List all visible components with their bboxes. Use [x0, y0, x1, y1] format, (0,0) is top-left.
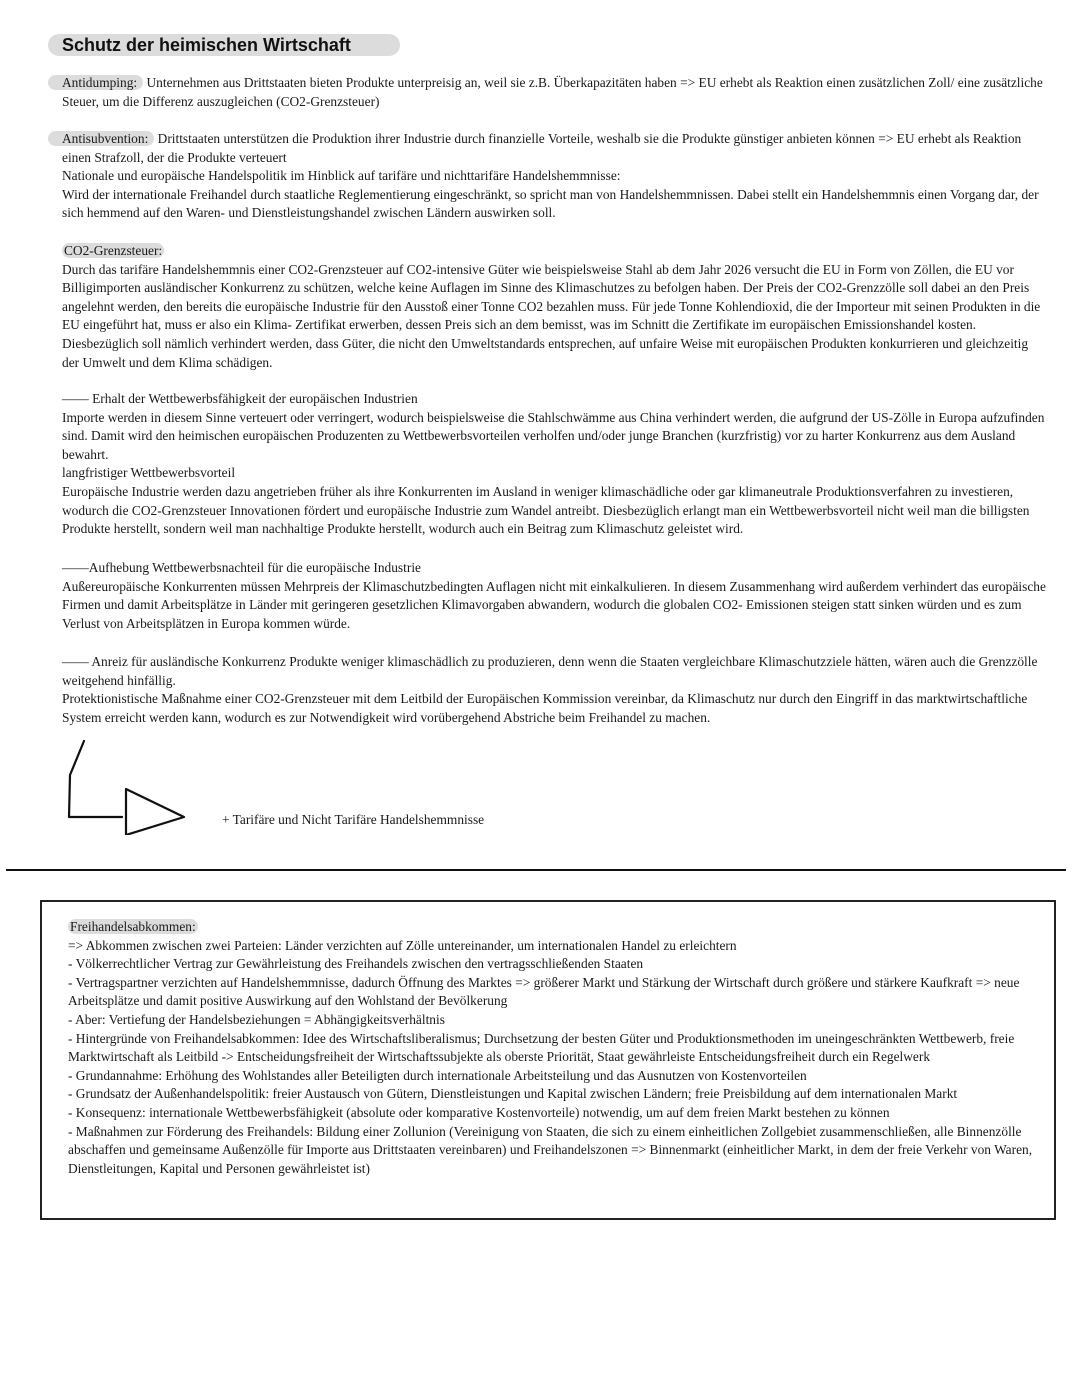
freihandel-line: - Grundannahme: Erhöhung des Wohlstandes aller Beteiligten durch internationale Arbeitsteilung und das Ausnutzen von Kostenvorteilen [68, 1067, 807, 1083]
freihandel-box [40, 900, 1056, 1220]
anreiz-text: Protektionistische Maßnahme einer CO2-Grenzsteuer mit dem Leitbild der Europäischen Kommission vereinbar, da Klimaschutz nur durch den Eingriff in das marktwirtschaftliche System erreicht werden kann, wodurch es zur Notwendigkeit wird vorübergehend Abstriche beim Freihandel zu machen. [62, 691, 1028, 725]
handelspolitik-heading: Nationale und europäische Handelspolitik im Hinblick auf tarifäre und nichttarifäre Handelshemmnisse: [62, 168, 621, 184]
antidumping-paragraph [62, 74, 1047, 111]
page-title: Schutz der heimischen Wirtschaft [48, 34, 400, 56]
antidumping-text: Unternehmen aus Drittstaaten bieten Produkte unterpreisig an, weil sie z.B. Überkapazitäten haben => EU erhebt als Reaktion einen zusätzlichen Zoll/ eine zusätzliche Steuer, um die Differenz auszugleichen (CO2-Grenzsteuer) [62, 75, 1043, 109]
anreiz-heading: —— Anreiz für ausländische Konkurrenz Produkte weniger klimaschädlich zu produzieren, denn wenn die Staaten vergleichbare Klimaschutzziele hätten, wären auch die Grenzzölle weitgehend hinfällig. [62, 654, 1038, 688]
erhalt-section [62, 390, 1047, 539]
erhalt-heading: —— Erhalt der Wettbewerbsfähigkeit der europäischen Industrien [62, 391, 418, 406]
freihandel-line: - Hintergründe von Freihandelsabkommen: Idee des Wirtschaftsliberalismus; Durchsetzung der besten Güter und Produktionsmethoden im uneingeschränkten Wettbewerb, freie Marktwirtschaft als Leitbild -> Entscheidungsfreiheit der Wirtschaftssubjekte als oberste Priorität, Staat gewährleiste Entscheidungsfreiheit durch ein Regelwerk [68, 1030, 1015, 1065]
co2-section [62, 242, 1047, 372]
antisubvention-section [62, 130, 1047, 223]
freihandel-line: - Maßnahmen zur Förderung des Freihandels: Bildung einer Zollunion (Vereinigung von Staaten, die sich zu einem einheitlichen Zollgebiet zusammenschließen, alle Binnenzölle abschaffen und gemeinsame Außenzölle für Importe aus Drittstaaten vereinbaren) und Freihandelszonen => Binnenmarkt (einheitlicher Markt, in dem der freie Verkehr von Waren, Dienstleitungen, Kapital und Personen gewährleistet ist) [68, 1123, 1033, 1176]
co2-label-line [62, 242, 1047, 261]
antisubvention-paragraph [62, 130, 1047, 167]
erhalt-text: Importe werden in diesem Sinne verteuert oder verringert, wodurch beispielsweise die Stahlschwämme aus China verhindert werden, die aufgrund der US-Zölle in Europa aufzufinden sind. Damit wird den heimischen europäischen Produzenten zu Wettbewerbsvorteilen verholfen und/oder junge Branchen (kurzfristig) vor zu harter Konkurrenz aus dem Ausland bewahrt. [62, 409, 1045, 462]
freihandel-label: Freihandelsabkommen: [70, 919, 196, 934]
freihandel-line: - Grundsatz der Außenhandelspolitik: freier Austausch von Gütern, Dienstleistungen und Kapital zwischen Ländern; freie Preisbildung auf dem internationalen Markt [68, 1086, 958, 1102]
freihandel-line: - Konsequenz: internationale Wettbewerbsfähigkeit (absolute oder komparative Kostenvorteile) notwendig, um auf dem freien Markt bestehen zu können [68, 1104, 890, 1120]
freihandel-line: - Völkerrechtlicher Vertrag zur Gewährleistung des Freihandels zwischen den vertragsschließenden Staaten [68, 956, 644, 972]
co2-label: CO2-Grenzsteuer: [64, 243, 163, 258]
antidumping-label: Antidumping: [48, 75, 143, 90]
hand-drawn-arrow-icon [60, 735, 200, 835]
erhalt-subheading: langfristiger Wettbewerbsvorteil [62, 465, 236, 481]
antidumping-section [62, 74, 1047, 111]
anreiz-section [62, 653, 1047, 727]
handelshemmnis-definition: Wird der internationale Freihandel durch staatliche Reglementierung eingeschränkt, so spricht man von Handelshemmnissen. Dabei stellt ein Handelshemmnis einen Vorgang dar, der sich hemmend auf den Waren- und Dienstleistungshandel zwischen Ländern auswirken soll. [62, 186, 1039, 221]
co2-text: Durch das tarifäre Handelshemmnis einer CO2-Grenzsteuer auf CO2-intensive Güter wie beispielsweise Stahl ab dem Jahr 2026 versucht die EU in Form von Zöllen, die EU vor Billigimporten ausländischer Konkurrenz zu schützen, welche keine Auflagen im Sinne des Klimaschutzes zu befolgen haben. Der Preis der CO2-Grenzzölle soll dabei an den Preis angelehnt werden, den bereits die europäische Industrie für den Ausstoß einer Tonne CO2 bezahlen muss. Für jede Tonne Kohlendioxid, die der Importeur mit seinen Produkten in die EU eingeführt hat, muss er also ein Klima- Zertifikat erwerben, dessen Preis sich an dem bemisst, was im Schnitt die Zertifikate im europäischen Emissionshandel kosten. Diesbezüglich soll nämlich verhindert werden, dass Güter, die nicht den Umweltstandards entsprechen, auf unfaire Weise mit europäischen Produkten konkurrieren und gleichzeitig der Umwelt und dem Klima schädigen. [62, 261, 1041, 370]
freihandel-line: - Vertragspartner verzichten auf Handelshemmnisse, dadurch Öffnung des Marktes => größerer Markt und Stärkung der Wirtschaft durch größere und stärkere Kaufkraft => neue Arbeitsplätze und damit positive Auswirkung auf den Wohlstand der Bevölkerung [68, 974, 1020, 1009]
aufhebung-text: Außereuropäische Konkurrenten müssen Mehrpreis der Klimaschutzbedingten Auflagen nicht mit einkalkulieren. In diesem Zusammenhang wird außerdem verhindert das europäische Firmen und damit Arbeitsplätze in Länder mit geringeren gesetzlichen Klimavorgaben abwandern, wodurch die globalen CO2- Emissionen steigen statt sinken würden und es zum Verlust von Arbeitsplätzen in Europa kommen würde. [62, 578, 1046, 631]
aufhebung-section [62, 559, 1047, 633]
freihandel-label-line [68, 918, 1038, 937]
section-divider [6, 869, 1066, 871]
erhalt-text2: Europäische Industrie werden dazu angetrieben früher als ihre Konkurrenten im Ausland in weniger klimaschädliche oder gar klimaneutrale Produktionsverfahren zu investieren, wodurch die CO2-Grenzsteuer Innovationen fördert und europäische Industrie zum Wandel antreibt. Diesbezüglich erlangt man ein Wettbewerbsvorteil nicht weil man die billigsten Produkte herstellt, sondern weil man nachhaltige Produkte herstellt, wodurch auch ein Beitrag zum Klimaschutz geleistet wird. [62, 483, 1030, 537]
aufhebung-heading: ——Aufhebung Wettbewerbsnachteil für die europäische Industrie [62, 560, 421, 575]
diagram-caption: + Tarifäre und Nicht Tarifäre Handelshemmnisse [222, 812, 485, 827]
freihandel-line: => Abkommen zwischen zwei Parteien: Länder verzichten auf Zölle untereinander, um internationalen Handel zu erleichtern [68, 937, 737, 953]
antisubvention-text: Drittstaaten unterstützen die Produktion ihrer Industrie durch finanzielle Vorteile, weshalb sie die Produkte günstiger anbieten können => EU erhebt als Reaktion einen Strafzoll, der die Produkte verteuert [62, 131, 1022, 165]
freihandel-line: - Aber: Vertiefung der Handelsbeziehungen = Abhängigkeitsverhältnis [68, 1011, 445, 1027]
freihandel-content [68, 918, 1038, 1178]
antisubvention-label: Antisubvention: [48, 131, 154, 146]
